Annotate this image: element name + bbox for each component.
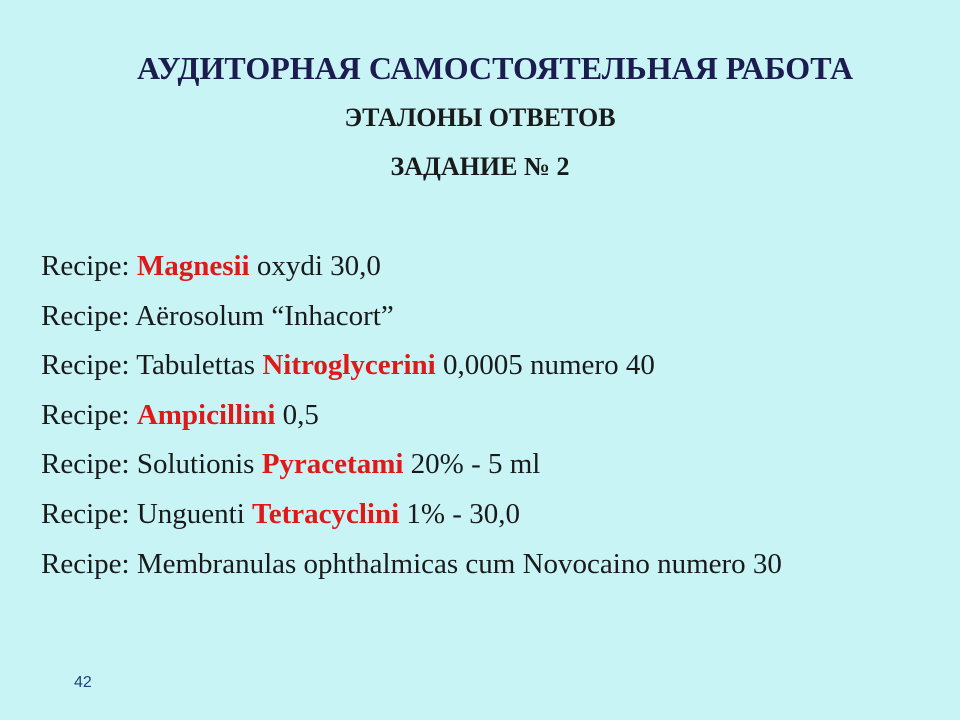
slide-title: АУДИТОРНАЯ САМОСТОЯТЕЛЬНАЯ РАБОТА: [136, 50, 854, 86]
recipe-line: [41, 540, 951, 590]
recipe-prefix: Recipe: Membranulas ophthalmicas cum Novocaino numero 30: [41, 547, 782, 580]
recipe-suffix: 0,5: [275, 398, 319, 431]
recipe-suffix: oxydi 30,0: [249, 250, 381, 282]
recipe-prefix: Recipe: Tabulettas: [41, 349, 263, 382]
recipe-suffix: 0,0005 numero 40: [435, 349, 655, 382]
drug-name: Pyracetami: [261, 448, 404, 481]
recipe-list: [41, 242, 951, 589]
drug-name: Nitroglycerini: [262, 349, 436, 382]
recipe-prefix: Recipe:: [41, 398, 137, 431]
recipe-line: [41, 292, 951, 342]
drug-name: Ampicillini: [136, 398, 276, 431]
recipe-line: [41, 341, 951, 391]
recipe-line: [41, 490, 951, 540]
drug-name: Tetracyclini: [252, 497, 400, 530]
recipe-suffix: 20% - 5 ml: [403, 448, 541, 481]
recipe-line: [41, 242, 951, 292]
recipe-line: [41, 391, 951, 441]
recipe-prefix: Recipe: Unguenti: [41, 497, 253, 530]
recipe-suffix: 1% - 30,0: [399, 497, 520, 530]
recipe-prefix: Recipe: Aërosolum “Inhacort”: [41, 299, 394, 332]
page-number: 42: [74, 674, 92, 691]
task-heading: ЗАДАНИЕ № 2: [390, 152, 570, 181]
slide-subtitle: ЭТАЛОНЫ ОТВЕТОВ: [344, 103, 616, 132]
recipe-prefix: Recipe: Solutionis: [41, 448, 262, 481]
recipe-prefix: Recipe:: [41, 250, 137, 282]
drug-name: Magnesii: [136, 250, 250, 282]
recipe-line: [41, 440, 951, 490]
